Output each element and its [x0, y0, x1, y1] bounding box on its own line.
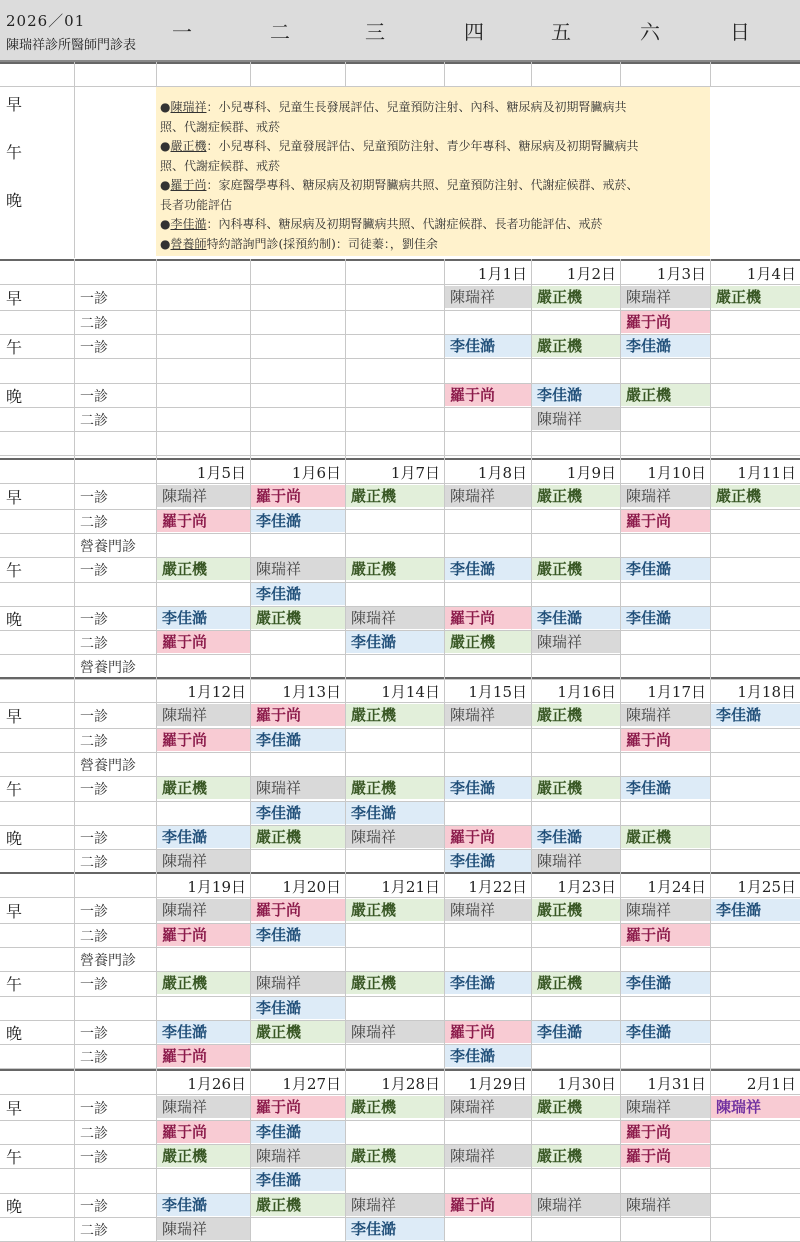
slot-label: 二診	[80, 1050, 108, 1067]
doctor-cell: 羅于尚	[157, 1121, 250, 1143]
doctor-cell: 陳瑞祥	[157, 850, 250, 872]
note-line	[160, 215, 603, 232]
doctor-cell: 嚴正機	[532, 899, 620, 921]
grid-line	[74, 458, 75, 677]
period-label: 晚	[6, 1196, 23, 1216]
date-label: 1月31日	[647, 1075, 706, 1093]
date-label: 1月13日	[282, 683, 341, 701]
doctor-cell: 李佳澔	[346, 631, 444, 653]
date-label: 1月7日	[390, 464, 440, 482]
doctor-cell: 李佳澔	[445, 335, 531, 357]
doctor-cell: 李佳澔	[346, 1218, 444, 1240]
note-doctor-name: 李佳澔	[170, 217, 207, 231]
date-label: 1月20日	[282, 878, 341, 896]
grid-line	[0, 677, 800, 679]
note-doctor-name: 營養師	[170, 236, 207, 251]
date-label: 1月30日	[557, 1075, 616, 1093]
doctor-cell: 羅于尚	[621, 1145, 710, 1167]
date-label: 1月25日	[737, 878, 796, 896]
date-label: 1月28日	[381, 1075, 440, 1093]
grid-line	[0, 947, 800, 948]
grid-line	[0, 752, 800, 753]
doctor-cell: 嚴正機	[346, 1145, 444, 1167]
doctor-cell: 李佳澔	[445, 777, 531, 799]
slot-label: 二診	[80, 412, 108, 429]
grid-line	[0, 86, 800, 87]
period-label: 晚	[6, 828, 23, 848]
doctor-cell: 李佳澔	[621, 972, 710, 994]
date-label: 1月4日	[746, 265, 796, 283]
doctor-cell: 羅于尚	[621, 729, 710, 751]
grid-line	[250, 62, 251, 86]
doctor-cell: 陳瑞祥	[621, 899, 710, 921]
slot-label: 營養門診	[80, 757, 136, 774]
doctor-cell: 陳瑞祥	[157, 485, 250, 507]
period-label: 午	[6, 337, 23, 357]
doctor-cell: 嚴正機	[621, 384, 710, 406]
doctor-cell: 陳瑞祥	[251, 558, 345, 580]
date-label: 1月6日	[291, 464, 341, 482]
slot-label: 二診	[80, 315, 108, 332]
doctor-cell: 陳瑞祥	[157, 899, 250, 921]
note-doctor-name: 陳瑞祥	[170, 100, 207, 114]
weekday-7: 日	[730, 20, 750, 44]
slot-label: 一診	[80, 977, 108, 994]
doctor-cell: 嚴正機	[346, 972, 444, 994]
doctor-cell: 嚴正機	[711, 286, 800, 308]
doctor-cell: 陳瑞祥	[621, 1194, 710, 1216]
doctor-cell: 陳瑞祥	[445, 1096, 531, 1118]
doctor-cell: 嚴正機	[532, 704, 620, 726]
period-label: 晚	[6, 609, 23, 629]
grid-line	[0, 358, 800, 359]
doctor-cell: 嚴正機	[346, 558, 444, 580]
slot-label: 一診	[80, 782, 108, 799]
doctor-cell: 李佳澔	[621, 777, 710, 799]
doctor-cell: 嚴正機	[251, 607, 345, 629]
note-line	[160, 118, 280, 135]
doctor-cell: 李佳澔	[532, 826, 620, 848]
date-label: 1月26日	[187, 1075, 246, 1093]
bullet-icon: ●	[160, 217, 171, 231]
note-text: 照、代謝症候群、戒菸	[160, 158, 281, 173]
slot-label: 一診	[80, 709, 108, 726]
doctor-cell: 嚴正機	[532, 1096, 620, 1118]
doctor-cell: 李佳澔	[621, 607, 710, 629]
grid-line	[0, 872, 800, 874]
grid-line	[0, 849, 800, 850]
doctor-cell: 羅于尚	[157, 631, 250, 653]
period-label: 早	[6, 289, 23, 309]
slot-label: 一診	[80, 339, 108, 356]
doctor-cell: 陳瑞祥	[157, 1218, 250, 1240]
grid-line	[0, 533, 800, 534]
slot-label: 二診	[80, 636, 108, 653]
grid-line	[0, 582, 800, 583]
bullet-icon: ●	[160, 100, 171, 114]
date-label: 1月2日	[566, 265, 616, 283]
note-doctor-name: 羅于尚	[170, 178, 207, 192]
doctor-cell: 羅于尚	[251, 1096, 345, 1118]
bullet-icon: ●	[160, 178, 171, 192]
doctor-cell: 陳瑞祥	[621, 704, 710, 726]
date-label: 1月21日	[381, 878, 440, 896]
grid-line	[0, 1044, 800, 1045]
doctor-cell: 羅于尚	[445, 607, 531, 629]
doctor-cell: 李佳澔	[621, 558, 710, 580]
date-label: 1月29日	[468, 1075, 527, 1093]
slot-label: 一診	[80, 490, 108, 507]
date-label: 1月16日	[557, 683, 616, 701]
grid-line	[0, 654, 800, 655]
doctor-cell: 李佳澔	[621, 1021, 710, 1043]
weekday-6: 六	[640, 20, 660, 44]
doctor-cell: 李佳澔	[532, 384, 620, 406]
date-label: 1月8日	[477, 464, 527, 482]
doctor-cell: 嚴正機	[157, 558, 250, 580]
doctor-cell: 陳瑞祥	[532, 631, 620, 653]
doctor-cell: 羅于尚	[251, 899, 345, 921]
slot-label: 營養門診	[80, 538, 136, 555]
note-text: ：家庭醫學專科、糖尿病及初期腎臟病共照、兒童預防注射、代謝症候群、戒菸、	[206, 178, 639, 192]
bullet-icon: ●	[160, 139, 171, 153]
doctor-cell: 嚴正機	[157, 1145, 250, 1167]
doctor-cell: 陳瑞祥	[445, 286, 531, 308]
doctor-cell: 羅于尚	[621, 510, 710, 532]
note-text: 照、代謝症候群、戒菸	[160, 119, 281, 134]
doctor-cell: 嚴正機	[532, 485, 620, 507]
period-label: 午	[6, 1147, 23, 1167]
note-doctor-name: 嚴正機	[170, 139, 207, 153]
weekday-4: 四	[464, 20, 484, 44]
period-label: 晚	[6, 386, 23, 406]
note-text: ：小兒專科、兒童發展評估、兒童預防注射、青少年專科、糖尿病及初期腎臟病共	[206, 139, 639, 153]
date-label: 1月27日	[282, 1075, 341, 1093]
doctor-cell: 嚴正機	[532, 286, 620, 308]
doctor-cell: 羅于尚	[251, 485, 345, 507]
grid-line	[0, 1094, 800, 1095]
slot-label: 一診	[80, 291, 108, 308]
doctor-cell: 李佳澔	[445, 1045, 531, 1067]
doctor-cell: 陳瑞祥	[346, 1021, 444, 1043]
slot-label: 一診	[80, 904, 108, 921]
grid-line	[156, 62, 157, 86]
note-text: 長者功能評估	[160, 197, 233, 212]
doctor-cell: 李佳澔	[251, 510, 345, 532]
doctor-cell: 李佳澔	[251, 1169, 345, 1191]
slot-label: 二診	[80, 1125, 108, 1142]
doctor-cell: 陳瑞祥	[445, 1145, 531, 1167]
date-label: 1月1日	[477, 265, 527, 283]
doctor-cell: 陳瑞祥	[621, 286, 710, 308]
date-label: 1月11日	[737, 464, 796, 482]
date-label: 1月24日	[647, 878, 706, 896]
note-line	[160, 235, 438, 252]
doctor-cell: 李佳澔	[157, 1194, 250, 1216]
date-label: 1月18日	[737, 683, 796, 701]
doctor-cell: 李佳澔	[251, 802, 345, 824]
doctor-cell: 羅于尚	[621, 1121, 710, 1143]
date-label: 1月15日	[468, 683, 527, 701]
grid-line	[0, 259, 800, 261]
doctor-cell: 嚴正機	[346, 704, 444, 726]
slot-label: 一診	[80, 1198, 108, 1215]
doctor-cell: 李佳澔	[157, 607, 250, 629]
date-label: 1月10日	[647, 464, 706, 482]
doctor-cell: 李佳澔	[346, 802, 444, 824]
slot-label: 二診	[80, 1222, 108, 1239]
doctor-cell: 李佳澔	[532, 1021, 620, 1043]
doctor-cell: 陳瑞祥	[157, 704, 250, 726]
note-line	[160, 98, 627, 115]
grid-line	[0, 431, 800, 432]
period-label: 早	[6, 707, 23, 727]
doctor-cell: 李佳澔	[711, 899, 800, 921]
doctor-cell: 羅于尚	[445, 826, 531, 848]
doctor-cell: 嚴正機	[346, 1096, 444, 1118]
date-label: 2月1日	[746, 1075, 796, 1093]
period-label: 午	[6, 143, 23, 162]
schedule-month: 2026／01	[6, 12, 86, 30]
grid-line	[531, 62, 532, 86]
doctor-cell: 嚴正機	[346, 485, 444, 507]
note-line	[160, 137, 639, 154]
doctor-cell: 羅于尚	[445, 1021, 531, 1043]
doctor-cell: 羅于尚	[157, 924, 250, 946]
weekday-1: 一	[172, 20, 192, 44]
schedule-title: 陳瑞祥診所醫師門診表	[6, 38, 137, 53]
doctor-cell: 陳瑞祥	[445, 899, 531, 921]
doctor-cell: 陳瑞祥	[251, 777, 345, 799]
doctor-cell: 羅于尚	[445, 1194, 531, 1216]
date-label: 1月17日	[647, 683, 706, 701]
doctor-cell: 李佳澔	[711, 704, 800, 726]
doctor-cell: 嚴正機	[532, 777, 620, 799]
grid-line	[0, 897, 800, 898]
doctor-cell: 李佳澔	[157, 826, 250, 848]
period-label: 晚	[6, 1023, 23, 1043]
note-line	[160, 157, 280, 174]
grid-line	[0, 284, 800, 285]
doctor-cell: 羅于尚	[621, 311, 710, 333]
note-text: ：小兒專科、兒童生長發展評估、兒童預防注射、內科、糖尿病及初期腎臟病共	[206, 100, 627, 114]
grid-line	[0, 62, 800, 64]
grid-line	[0, 407, 800, 408]
doctor-cell: 陳瑞祥	[346, 826, 444, 848]
weekday-5: 五	[551, 20, 571, 44]
doctor-cell: 李佳澔	[445, 850, 531, 872]
grid-line	[0, 996, 800, 997]
grid-line	[444, 62, 445, 86]
grid-line	[345, 62, 346, 86]
doctor-cell: 李佳澔	[251, 924, 345, 946]
bullet-icon: ●	[160, 236, 171, 251]
doctor-cell: 陳瑞祥	[621, 1096, 710, 1118]
doctor-cell: 陳瑞祥	[346, 1194, 444, 1216]
doctor-cell: 嚴正機	[251, 1194, 345, 1216]
doctor-cell: 陳瑞祥	[532, 1194, 620, 1216]
grid-line	[0, 483, 800, 484]
grid-line	[710, 62, 711, 86]
doctor-cell: 羅于尚	[157, 510, 250, 532]
note-text: 特約諮詢門診(採預約制)：司徒蓁：，劉佳余	[206, 236, 438, 251]
note-text: ：內科專科、糖尿病及初期腎臟病共照、代謝症候群、長者功能評估、戒菸	[206, 217, 603, 231]
grid-line	[74, 677, 75, 872]
date-label: 1月5日	[196, 464, 246, 482]
doctor-cell: 李佳澔	[445, 558, 531, 580]
slot-label: 一診	[80, 1025, 108, 1042]
doctor-cell: 李佳澔	[251, 583, 345, 605]
doctor-cell: 嚴正機	[346, 899, 444, 921]
doctor-cell: 李佳澔	[251, 997, 345, 1019]
doctor-cell: 陳瑞祥	[157, 1096, 250, 1118]
doctor-cell: 嚴正機	[532, 335, 620, 357]
date-label: 1月3日	[656, 265, 706, 283]
doctor-cell: 李佳澔	[157, 1021, 250, 1043]
weekday-2: 二	[270, 20, 290, 44]
doctor-cell: 嚴正機	[157, 777, 250, 799]
doctor-cell: 李佳澔	[251, 729, 345, 751]
slot-label: 二診	[80, 514, 108, 531]
grid-line	[74, 1069, 75, 1241]
slot-label: 營養門診	[80, 660, 136, 677]
date-label: 1月9日	[566, 464, 616, 482]
period-label: 早	[6, 488, 23, 508]
doctor-cell: 嚴正機	[251, 826, 345, 848]
doctor-cell: 嚴正機	[346, 777, 444, 799]
period-label: 午	[6, 780, 23, 800]
doctor-cell: 嚴正機	[711, 485, 800, 507]
period-label: 晚	[6, 191, 23, 210]
doctor-cell: 李佳澔	[251, 1121, 345, 1143]
doctor-cell: 嚴正機	[445, 631, 531, 653]
doctor-cell: 嚴正機	[532, 1145, 620, 1167]
slot-label: 一診	[80, 1101, 108, 1118]
doctor-cell: 陳瑞祥	[445, 704, 531, 726]
doctor-cell: 羅于尚	[251, 704, 345, 726]
slot-label: 一診	[80, 388, 108, 405]
slot-label: 二診	[80, 928, 108, 945]
slot-label: 營養門診	[80, 952, 136, 969]
date-label: 1月14日	[381, 683, 440, 701]
doctor-cell: 陳瑞祥	[251, 972, 345, 994]
doctor-cell: 羅于尚	[157, 729, 250, 751]
doctor-cell: 嚴正機	[251, 1021, 345, 1043]
grid-line	[620, 62, 621, 86]
slot-label: 二診	[80, 733, 108, 750]
date-label: 1月12日	[187, 683, 246, 701]
period-label: 午	[6, 975, 23, 995]
doctor-cell: 陳瑞祥	[711, 1096, 800, 1118]
doctor-cell: 羅于尚	[445, 384, 531, 406]
note-line	[160, 196, 232, 213]
doctor-cell: 嚴正機	[532, 972, 620, 994]
date-label: 1月22日	[468, 878, 527, 896]
slot-label: 一診	[80, 611, 108, 628]
slot-label: 一診	[80, 830, 108, 847]
doctor-cell: 陳瑞祥	[532, 408, 620, 430]
doctor-cell: 陳瑞祥	[346, 607, 444, 629]
doctor-cell: 李佳澔	[445, 972, 531, 994]
grid-line	[0, 702, 800, 703]
grid-line	[0, 458, 800, 460]
doctor-cell: 嚴正機	[157, 972, 250, 994]
doctor-cell: 李佳澔	[621, 335, 710, 357]
doctor-cell: 陳瑞祥	[445, 485, 531, 507]
doctor-cell: 羅于尚	[157, 1045, 250, 1067]
slot-label: 二診	[80, 855, 108, 872]
grid-line	[0, 1069, 800, 1071]
slot-label: 一診	[80, 1149, 108, 1166]
period-label: 早	[6, 902, 23, 922]
date-label: 1月19日	[187, 878, 246, 896]
date-label: 1月23日	[557, 878, 616, 896]
grid-line	[74, 62, 75, 258]
doctor-cell: 陳瑞祥	[532, 850, 620, 872]
doctor-cell: 嚴正機	[621, 826, 710, 848]
doctor-cell: 陳瑞祥	[621, 485, 710, 507]
slot-label: 一診	[80, 563, 108, 580]
doctor-cell: 嚴正機	[532, 558, 620, 580]
doctor-cell: 羅于尚	[621, 924, 710, 946]
period-label: 早	[6, 95, 23, 114]
doctor-cell: 李佳澔	[532, 607, 620, 629]
period-label: 午	[6, 561, 23, 581]
grid-line	[710, 1069, 711, 1241]
note-line	[160, 176, 639, 193]
grid-line	[0, 1168, 800, 1169]
weekday-3: 三	[365, 20, 385, 44]
doctor-cell: 陳瑞祥	[251, 1145, 345, 1167]
period-label: 早	[6, 1099, 23, 1119]
grid-line	[0, 455, 800, 456]
